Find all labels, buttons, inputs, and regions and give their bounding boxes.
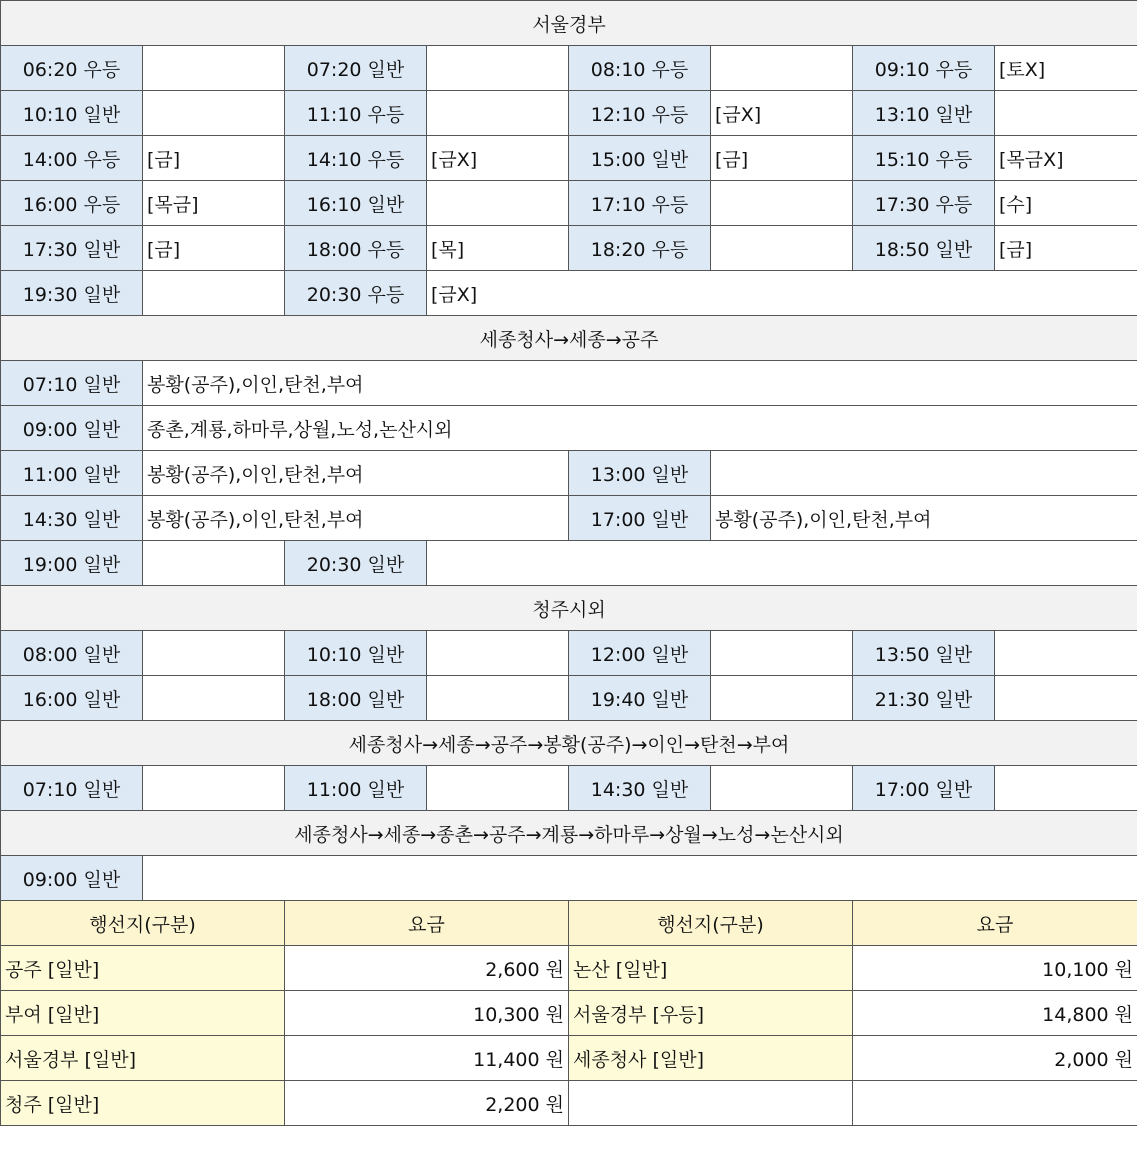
departure-time: 20:30 일반 <box>285 541 427 586</box>
schedule-row <box>1 856 1137 901</box>
section-title-cheongju: 청주시외 <box>1 586 1137 631</box>
fare-destination: 세종청사 [일반] <box>569 1036 853 1081</box>
departure-note <box>995 91 1137 136</box>
departure-note: [금] <box>143 226 285 271</box>
fare-price: 11,400 원 <box>285 1036 569 1081</box>
schedule-row <box>1 496 1137 541</box>
stop-list <box>427 541 1137 586</box>
departure-note <box>427 766 569 811</box>
fare-header-row <box>1 901 1137 946</box>
schedule-row <box>1 541 1137 586</box>
departure-time: 06:20 우등 <box>1 46 143 91</box>
fare-row <box>1 1036 1137 1081</box>
departure-note <box>143 676 285 721</box>
departure-note <box>711 631 853 676</box>
fare-destination: 청주 [일반] <box>1 1081 285 1126</box>
departure-time: 11:00 일반 <box>1 451 143 496</box>
departure-time: 20:30 우등 <box>285 271 427 316</box>
departure-note: [토X] <box>995 46 1137 91</box>
fare-row <box>1 1081 1137 1126</box>
departure-note <box>143 271 285 316</box>
schedule-row <box>1 766 1137 811</box>
departure-note: [금X] <box>427 136 569 181</box>
departure-note <box>427 631 569 676</box>
departure-note <box>711 226 853 271</box>
departure-note: [금X] <box>427 271 1137 316</box>
fare-header-price: 요금 <box>853 901 1137 946</box>
stop-list <box>711 451 1137 496</box>
departure-time: 08:00 일반 <box>1 631 143 676</box>
departure-time: 14:30 일반 <box>569 766 711 811</box>
schedule-row <box>1 361 1137 406</box>
departure-time: 17:30 일반 <box>1 226 143 271</box>
departure-time: 17:00 일반 <box>853 766 995 811</box>
departure-time: 09:00 일반 <box>1 856 143 901</box>
departure-time: 19:00 일반 <box>1 541 143 586</box>
fare-header-price: 요금 <box>285 901 569 946</box>
section-header-row <box>1 1 1137 46</box>
departure-time: 07:20 일반 <box>285 46 427 91</box>
departure-time: 16:10 일반 <box>285 181 427 226</box>
fare-destination: 서울경부 [일반] <box>1 1036 285 1081</box>
section-header-row <box>1 811 1137 856</box>
departure-time: 11:10 우등 <box>285 91 427 136</box>
departure-time: 12:00 일반 <box>569 631 711 676</box>
departure-time: 18:00 일반 <box>285 676 427 721</box>
stop-list: 봉황(공주),이인,탄천,부여 <box>143 496 569 541</box>
fare-price: 14,800 원 <box>853 991 1137 1036</box>
departure-note: [목] <box>427 226 569 271</box>
departure-time: 13:10 일반 <box>853 91 995 136</box>
stop-list: 종촌,계룡,하마루,상월,노성,논산시외 <box>143 406 1137 451</box>
departure-time: 17:30 우등 <box>853 181 995 226</box>
schedule-row <box>1 46 1137 91</box>
departure-time: 10:10 일반 <box>1 91 143 136</box>
section-title-buyeo: 세종청사→세종→공주→봉황(공주)→이인→탄천→부여 <box>1 721 1137 766</box>
schedule-row <box>1 631 1137 676</box>
section-header-row <box>1 721 1137 766</box>
departure-note: [금] <box>711 136 853 181</box>
fare-destination: 부여 [일반] <box>1 991 285 1036</box>
departure-time: 18:00 우등 <box>285 226 427 271</box>
departure-note <box>711 676 853 721</box>
departure-time: 19:30 일반 <box>1 271 143 316</box>
fare-header-destination: 행선지(구분) <box>569 901 853 946</box>
departure-note <box>427 91 569 136</box>
departure-time: 12:10 우등 <box>569 91 711 136</box>
departure-note <box>143 631 285 676</box>
departure-time: 21:30 일반 <box>853 676 995 721</box>
departure-time: 15:00 일반 <box>569 136 711 181</box>
departure-note <box>427 46 569 91</box>
stop-list: 봉황(공주),이인,탄천,부여 <box>143 451 569 496</box>
departure-time: 13:00 일반 <box>569 451 711 496</box>
departure-note: [목금] <box>143 181 285 226</box>
departure-time: 16:00 우등 <box>1 181 143 226</box>
departure-time: 18:20 우등 <box>569 226 711 271</box>
fare-destination: 서울경부 [우등] <box>569 991 853 1036</box>
departure-note <box>427 181 569 226</box>
departure-note <box>143 766 285 811</box>
schedule-row <box>1 226 1137 271</box>
fare-destination: 논산 [일반] <box>569 946 853 991</box>
departure-time: 13:50 일반 <box>853 631 995 676</box>
departure-time: 19:40 일반 <box>569 676 711 721</box>
departure-time: 14:30 일반 <box>1 496 143 541</box>
departure-note: [금] <box>143 136 285 181</box>
departure-note: [수] <box>995 181 1137 226</box>
departure-note <box>143 856 1137 901</box>
section-header-row <box>1 586 1137 631</box>
section-title-seoul: 서울경부 <box>1 1 1137 46</box>
departure-note <box>711 766 853 811</box>
departure-time: 16:00 일반 <box>1 676 143 721</box>
fare-price: 2,200 원 <box>285 1081 569 1126</box>
departure-note <box>143 91 285 136</box>
schedule-row <box>1 181 1137 226</box>
departure-time: 10:10 일반 <box>285 631 427 676</box>
departure-note <box>143 46 285 91</box>
fare-price: 10,300 원 <box>285 991 569 1036</box>
departure-note <box>711 46 853 91</box>
fare-destination: 공주 [일반] <box>1 946 285 991</box>
departure-time: 09:10 우등 <box>853 46 995 91</box>
schedule-row <box>1 271 1137 316</box>
departure-note <box>995 631 1137 676</box>
section-title-nonsan: 세종청사→세종→종촌→공주→계룡→하마루→상월→노성→논산시외 <box>1 811 1137 856</box>
fare-header-destination: 행선지(구분) <box>1 901 285 946</box>
fare-price: 10,100 원 <box>853 946 1137 991</box>
schedule-row <box>1 136 1137 181</box>
departure-time: 11:00 일반 <box>285 766 427 811</box>
departure-time: 18:50 일반 <box>853 226 995 271</box>
departure-note <box>995 766 1137 811</box>
departure-time: 15:10 우등 <box>853 136 995 181</box>
departure-note <box>995 676 1137 721</box>
departure-note: [금] <box>995 226 1137 271</box>
fare-price: 2,600 원 <box>285 946 569 991</box>
section-title-gongju: 세종청사→세종→공주 <box>1 316 1137 361</box>
departure-time: 08:10 우등 <box>569 46 711 91</box>
departure-note: [금X] <box>711 91 853 136</box>
departure-note <box>711 181 853 226</box>
departure-time: 17:00 일반 <box>569 496 711 541</box>
fare-price-empty <box>853 1081 1137 1126</box>
departure-note: [목금X] <box>995 136 1137 181</box>
schedule-row <box>1 91 1137 136</box>
stop-list <box>143 541 285 586</box>
departure-note <box>427 676 569 721</box>
schedule-row <box>1 406 1137 451</box>
departure-time: 09:00 일반 <box>1 406 143 451</box>
fare-destination-empty <box>569 1081 853 1126</box>
departure-time: 14:10 우등 <box>285 136 427 181</box>
section-header-row <box>1 316 1137 361</box>
fare-row <box>1 946 1137 991</box>
departure-time: 07:10 일반 <box>1 361 143 406</box>
stop-list: 봉황(공주),이인,탄천,부여 <box>143 361 1137 406</box>
schedule-row <box>1 451 1137 496</box>
schedule-row <box>1 676 1137 721</box>
departure-time: 07:10 일반 <box>1 766 143 811</box>
fare-price: 2,000 원 <box>853 1036 1137 1081</box>
departure-time: 17:10 우등 <box>569 181 711 226</box>
fare-row <box>1 991 1137 1036</box>
departure-time: 14:00 우등 <box>1 136 143 181</box>
stop-list: 봉황(공주),이인,탄천,부여 <box>711 496 1137 541</box>
